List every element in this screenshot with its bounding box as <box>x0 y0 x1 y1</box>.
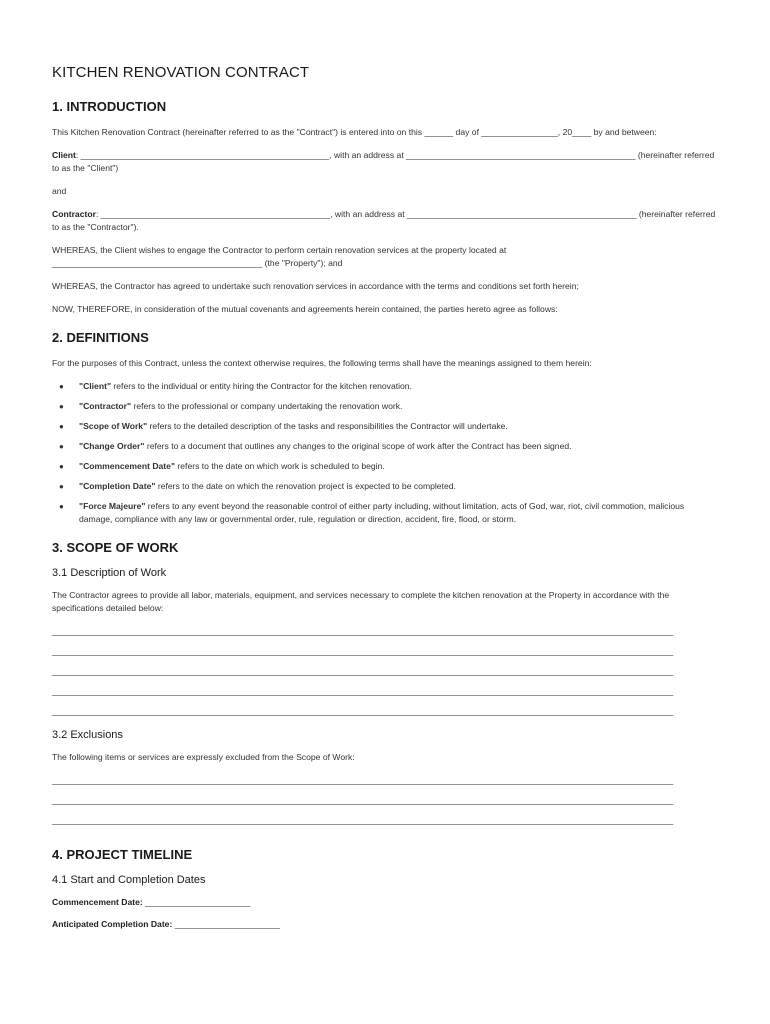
completion-date-blank: ______________________ <box>172 919 280 929</box>
definition-text: refers to a document that outlines any changes to the original scope of work after the Contract has been signed. <box>144 441 572 451</box>
definition-term: "Change Order" <box>79 441 145 451</box>
bullet-icon: ● <box>59 502 64 511</box>
section-heading-scope-of-work: 3. SCOPE OF WORK <box>52 540 179 555</box>
whereas-property-paragraph: WHEREAS, the Client wishes to engage the Contractor to perform certain renovation services at the property located at ____________________________________________ (the "Property"); and <box>52 245 507 268</box>
definition-text: refers to the professional or company undertaking the renovation work. <box>131 401 403 411</box>
definition-item <box>52 420 718 433</box>
definition-term: "Contractor" <box>79 401 132 411</box>
bullet-icon: ● <box>59 462 64 471</box>
blank-line: __________________________________________________________________________________________________________________________________ <box>52 815 674 825</box>
section-heading-introduction: 1. INTRODUCTION <box>52 99 167 114</box>
subheading-exclusions: 3.2 Exclusions <box>52 729 123 741</box>
blank-line: __________________________________________________________________________________________________________________________________ <box>52 795 674 805</box>
definition-item <box>52 460 718 473</box>
commencement-date-field <box>52 896 718 909</box>
definition-term: "Scope of Work" <box>79 421 148 431</box>
subheading-description-of-work: 3.1 Description of Work <box>52 567 167 579</box>
bullet-icon: ● <box>59 482 64 491</box>
definition-item <box>52 400 718 413</box>
blank-line: __________________________________________________________________________________________________________________________________ <box>52 666 674 676</box>
client-paragraph <box>52 149 718 175</box>
completion-date-label: Anticipated Completion Date: <box>52 919 173 929</box>
definition-text: refers to the date on which work is scheduled to begin. <box>175 461 385 471</box>
whereas-contractor-paragraph: WHEREAS, the Contractor has agreed to undertake such renovation services in accordance with the terms and conditions set forth herein; <box>52 281 579 291</box>
client-text: : ____________________________________________________, with an address at ________________________________________________ (hereinafter referred to as the "Client") <box>52 150 715 173</box>
subheading-start-completion-dates: 4.1 Start and Completion Dates <box>52 874 206 886</box>
document-title: KITCHEN RENOVATION CONTRACT <box>52 64 310 81</box>
definition-term: "Commencement Date" <box>79 461 176 471</box>
bullet-icon: ● <box>59 382 64 391</box>
description-of-work-paragraph: The Contractor agrees to provide all labor, materials, equipment, and services necessary to complete the kitchen renovation at the Property in accordance with the specifications detailed below: <box>52 590 670 613</box>
contractor-text: : ________________________________________________, with an address at ________________________________________________ (hereinafter referred to as the "Contractor"). <box>52 209 716 232</box>
blank-line: __________________________________________________________________________________________________________________________________ <box>52 686 674 696</box>
definition-term: "Client" <box>79 381 112 391</box>
bullet-icon: ● <box>59 402 64 411</box>
definitions-list <box>52 380 718 526</box>
definitions-lead: For the purposes of this Contract, unless the context otherwise requires, the following terms shall have the meanings assigned to them herein: <box>52 358 592 368</box>
definition-text: refers to the detailed description of the tasks and responsibilities the Contractor will undertake. <box>147 421 508 431</box>
blank-line: __________________________________________________________________________________________________________________________________ <box>52 646 674 656</box>
commencement-date-blank: ______________________ <box>142 897 251 907</box>
definition-item <box>52 500 718 526</box>
definition-text: refers to the date on which the renovation project is expected to be completed. <box>155 481 456 491</box>
definition-term: "Completion Date" <box>79 481 156 491</box>
definition-item <box>52 440 718 453</box>
intro-paragraph: This Kitchen Renovation Contract (hereinafter referred to as the "Contract") is entered into on this ______ day of ________________, 20____ by and between: <box>52 127 657 137</box>
bullet-icon: ● <box>59 442 64 451</box>
contractor-paragraph <box>52 208 718 234</box>
blank-line: __________________________________________________________________________________________________________________________________ <box>52 706 674 716</box>
definition-item <box>52 480 718 493</box>
bullet-icon: ● <box>59 422 64 431</box>
definition-item <box>52 380 718 393</box>
contractor-label: Contractor <box>52 209 96 219</box>
definition-term: "Force Majeure" <box>79 501 146 511</box>
client-label: Client <box>52 150 76 160</box>
exclusions-paragraph: The following items or services are expressly excluded from the Scope of Work: <box>52 752 355 762</box>
blank-line: __________________________________________________________________________________________________________________________________ <box>52 626 674 636</box>
completion-date-field <box>52 918 718 931</box>
section-heading-project-timeline: 4. PROJECT TIMELINE <box>52 847 193 862</box>
definition-text: refers to the individual or entity hiring the Contractor for the kitchen renovation. <box>111 381 412 391</box>
commencement-date-label: Commencement Date: <box>52 897 143 907</box>
section-heading-definitions: 2. DEFINITIONS <box>52 330 149 345</box>
blank-line: __________________________________________________________________________________________________________________________________ <box>52 775 674 785</box>
definition-text: refers to any event beyond the reasonable control of either party including, without limitation, acts of God, war, riot, civil commotion, malicious damage, compliance with any law or governmental order, rule, regulation or direction, accident, fire, flood, or storm. <box>79 501 685 524</box>
now-therefore-paragraph: NOW, THEREFORE, in consideration of the mutual covenants and agreements herein contained, the parties hereto agree as follows: <box>52 304 558 314</box>
and-text: and <box>52 186 67 196</box>
